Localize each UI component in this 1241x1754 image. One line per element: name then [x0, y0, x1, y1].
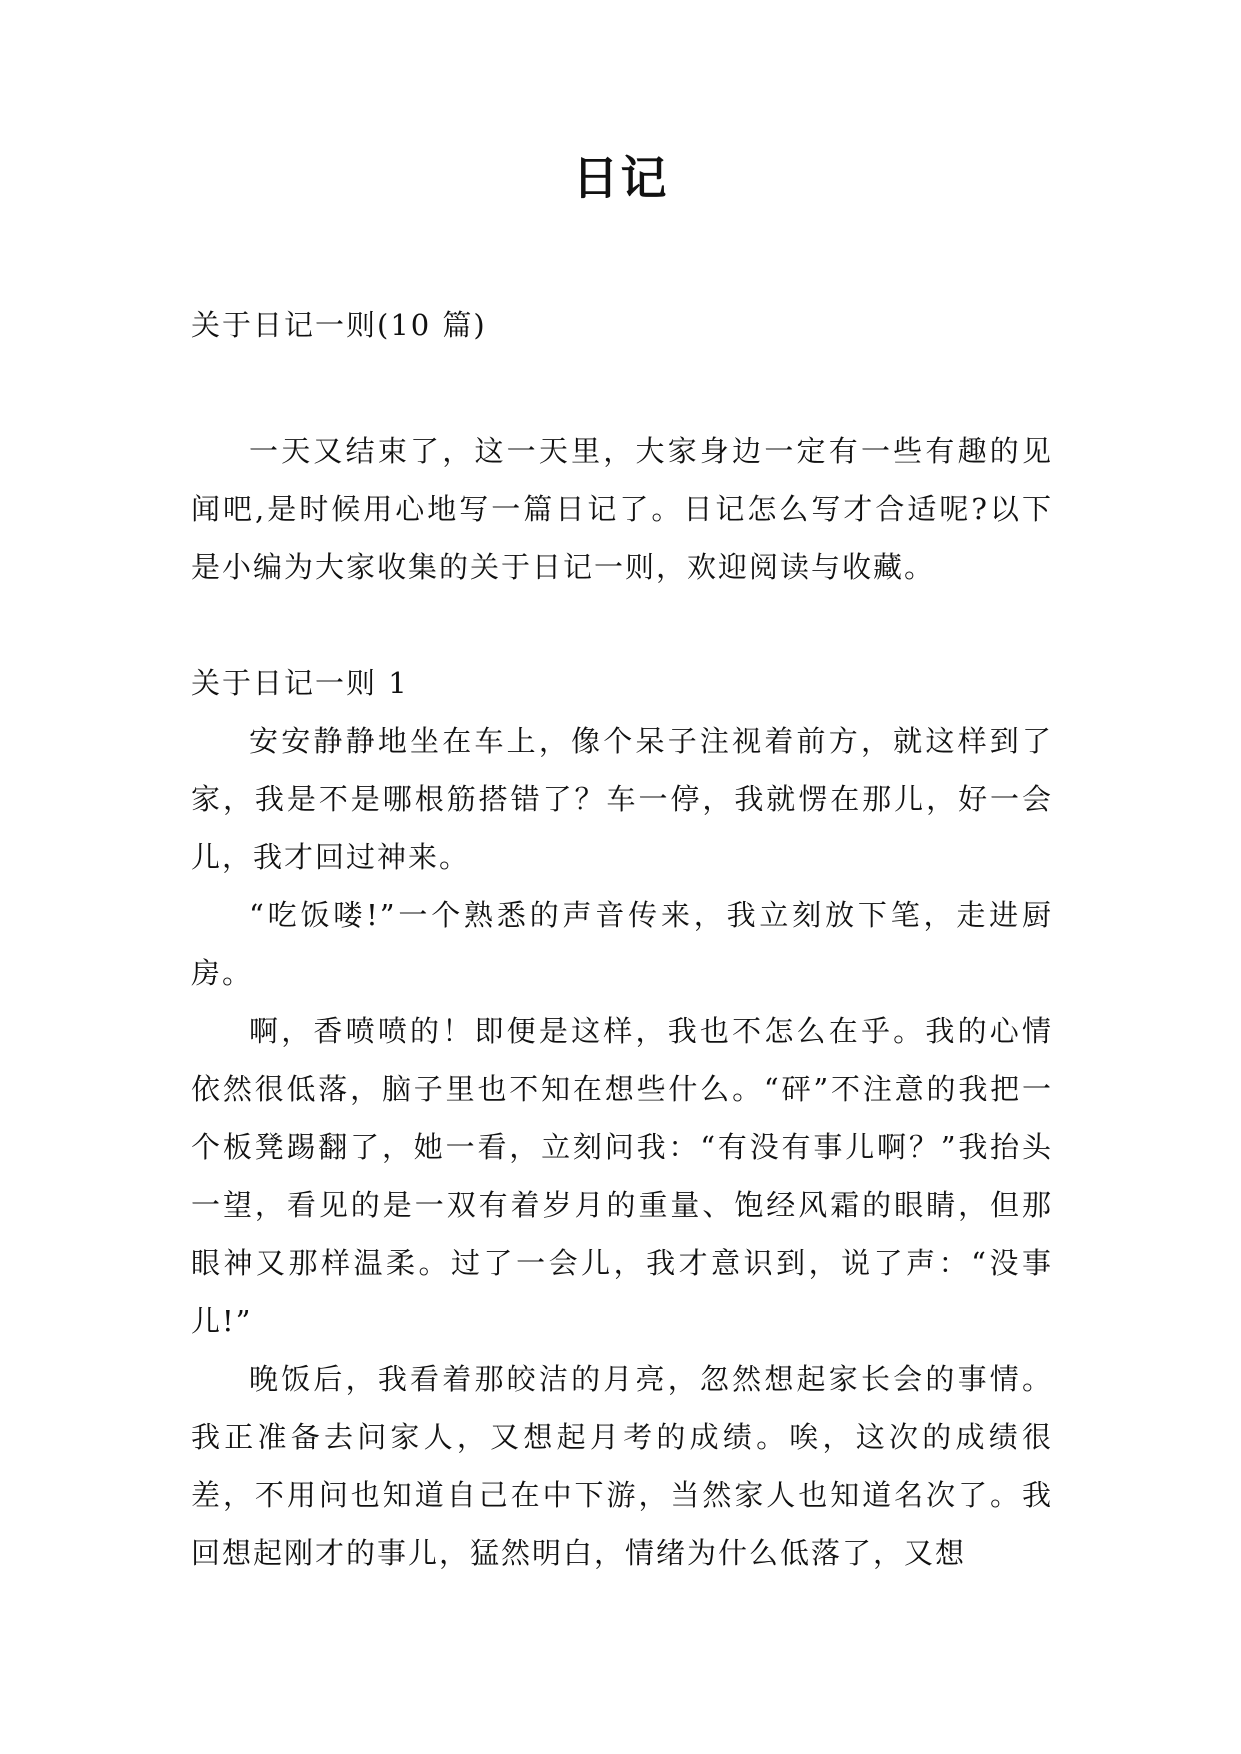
body-paragraph: “吃饭喽!”一个熟悉的声音传来，我立刻放下笔，走进厨房。 [191, 898, 1053, 990]
body-paragraph: 安安静静地坐在车上，像个呆子注视着前方，就这样到了家，我是不是哪根筋搭错了？车一停，我就愣在那儿，好一会儿，我才回过神来。 [191, 724, 1053, 874]
section-heading: 关于日记一则 1 [191, 666, 409, 700]
document-body [191, 296, 1053, 1582]
document-title: 日记 [572, 151, 669, 205]
body-paragraph: 啊，香喷喷的！即便是这样，我也不怎么在乎。我的心情依然很低落，脑子里也不知在想些什么。“砰”不注意的我把一个板凳踢翻了，她一看，立刻问我：“有没有事儿啊？”我抬头一望，看见的是一双有着岁月的重量、饱经风霜的眼睛，但那眼神又那样温柔。过了一会儿，我才意识到，说了声：“没事儿!” [191, 1014, 1053, 1338]
intro-paragraph: 一天又结束了，这一天里，大家身边一定有一些有趣的见闻吧,是时候用心地写一篇日记了。日记怎么写才合适呢?以下是小编为大家收集的关于日记一则，欢迎阅读与收藏。 [191, 434, 1053, 584]
body-paragraph: 晚饭后，我看着那皎洁的月亮，忽然想起家长会的事情。我正准备去问家人，又想起月考的成绩。唉，这次的成绩很差，不用问也知道自己在中下游，当然家人也知道名次了。我回想起刚才的事儿，猛然明白，情绪为什么低落了，又想 [191, 1362, 1053, 1570]
spacer [191, 596, 1053, 654]
document-subtitle: 关于日记一则(10 篇) [191, 308, 487, 342]
spacer [191, 354, 1053, 422]
